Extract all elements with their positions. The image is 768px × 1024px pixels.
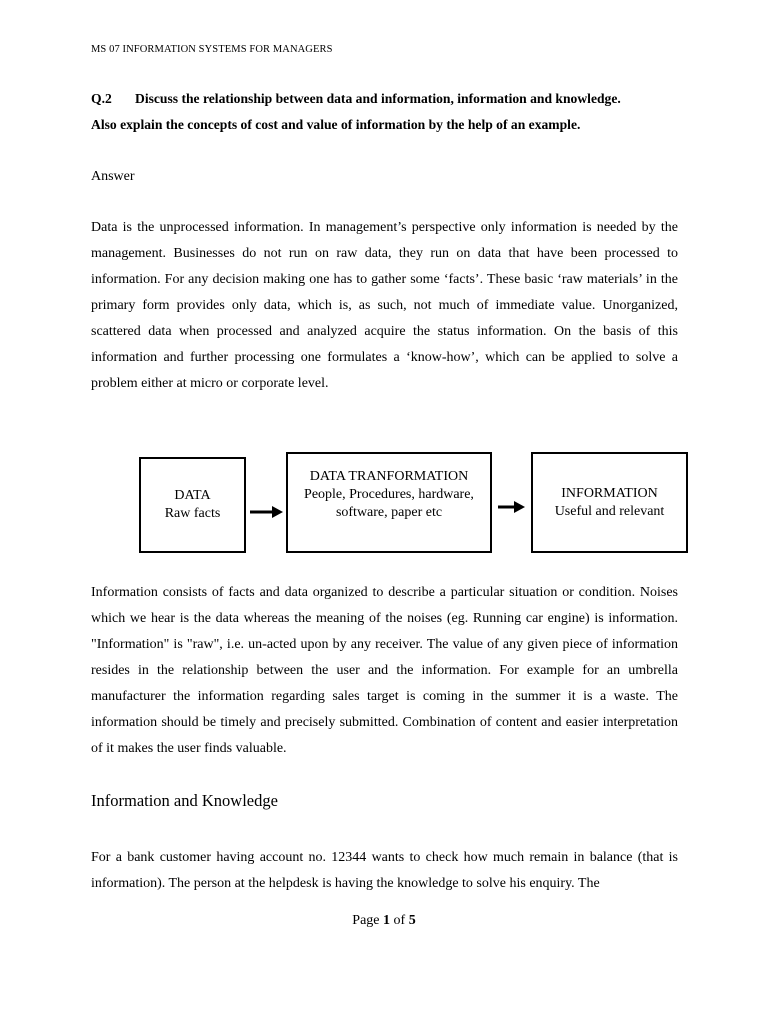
info-box-title: INFORMATION (561, 485, 658, 501)
data-box-subtitle: Raw facts (164, 506, 221, 521)
paragraph-knowledge: For a bank customer having account no. 12344 wants to check how much remain in balance (that is information). The person at the helpdesk is having the knowledge to solve his enquiry. The (91, 850, 678, 891)
diagram-transformation-box (286, 452, 492, 553)
diagram-information-box (531, 452, 688, 553)
section-heading: Information and Knowledge (91, 791, 278, 810)
transform-box-title: DATA TRANFORMATION (309, 469, 469, 484)
page-footer (0, 913, 768, 929)
question-line-1 (91, 86, 681, 112)
question-block (91, 86, 681, 138)
arrow-right-icon (498, 500, 526, 514)
info-box-subtitle: Useful and relevant (554, 503, 665, 519)
data-box-title: DATA (174, 488, 211, 503)
diagram-data-box (139, 457, 246, 553)
question-number: Q.2 (91, 91, 112, 106)
answer-label: Answer (91, 169, 135, 184)
transform-box-line-2: software, paper etc (335, 505, 443, 520)
question-text-1: Discuss the relationship between data and information, information and knowledge. (135, 91, 621, 106)
running-header: MS 07 INFORMATION SYSTEMS FOR MANAGERS (91, 44, 333, 55)
page-of: of (393, 913, 406, 928)
paragraph-data-vs-information: Data is the unprocessed information. In management’s perspective only information is needed by the management. Businesses do not run on raw data, they run on data that have been processed to information. For any decision making one has to gather some ‘facts’. These basic ‘raw materials’ in the primary form provides only data, which is, as such, not much of immediate value. Unorganized, scattered data when processed and analyzed acquire the status information. On the basis of this information and further processing one formulates a ‘know-how’, which can be applied to solve a problem either at micro or corporate level. (91, 220, 678, 391)
page-total: 5 (408, 913, 416, 928)
arrow-right-icon (250, 505, 284, 519)
question-line-2: Also explain the concepts of cost and value of information by the help of an example. (91, 117, 581, 132)
transform-box-line-1: People, Procedures, hardware, (304, 487, 474, 502)
paragraph-information: Information consists of facts and data organized to describe a particular situation or condition. Noises which we hear is the data whereas the meaning of the noises (eg. Running car engine) is information. "Information" is "raw", i.e. un-acted upon by any receiver. The value of any given piece of information resides in the relationship between the user and the information. For example for an umbrella manufacturer the information regarding sales target is coming in the summer it is a waste. The information should be timely and precisely submitted. Combination of content and easier interpretation of it makes the user finds valuable. (91, 585, 678, 756)
page-current: 1 (383, 913, 391, 928)
page-label: Page (352, 913, 380, 928)
